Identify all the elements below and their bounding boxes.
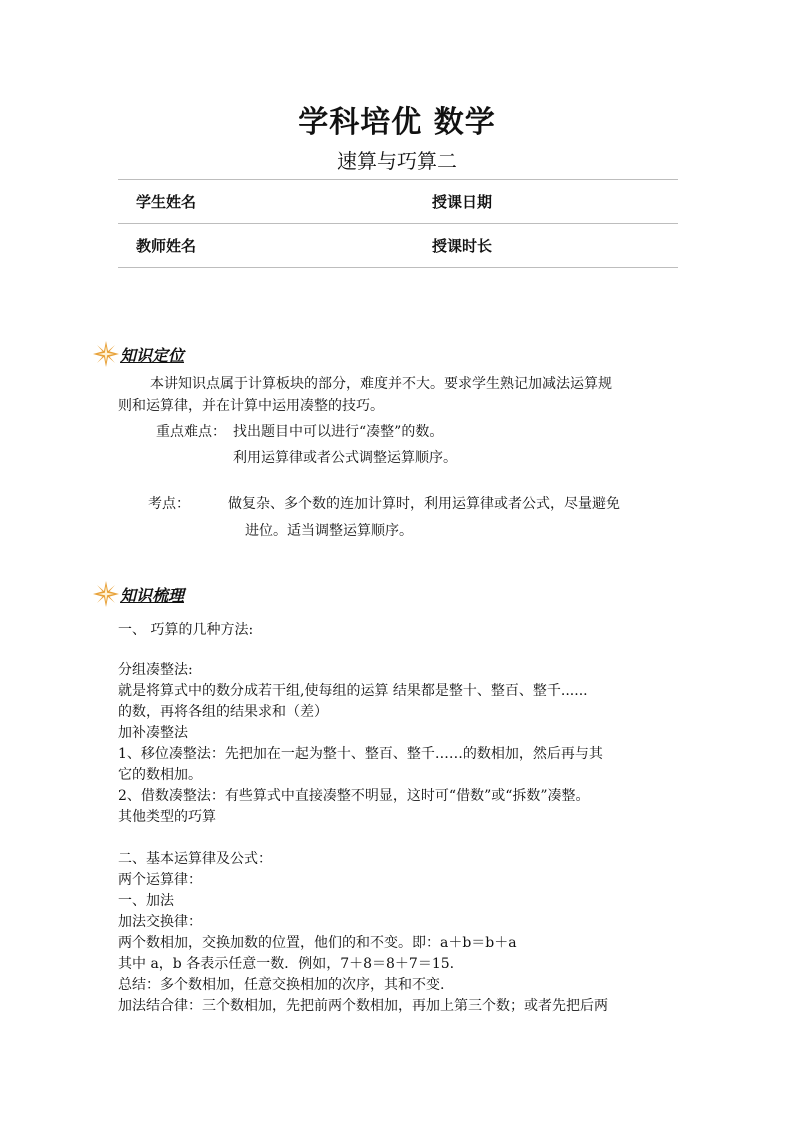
- body-line: 的数，再将各组的结果求和（差）: [118, 704, 328, 720]
- body-line: 就是将算式中的数分成若干组,使每组的运算 结果都是整十、整百、整千......: [118, 683, 588, 699]
- exam-points-label: 考点：: [148, 496, 190, 512]
- methods-heading: 一、 巧算的几种方法:: [118, 622, 254, 638]
- student-name-label: 学生姓名: [136, 193, 197, 211]
- body-line: 两个数相加，交换加数的位置，他们的和不变。即：a＋b＝b＋a: [118, 935, 517, 951]
- info-row-1: [118, 179, 678, 223]
- body-line: 总结：多个数相加，任意交换相加的次序，其和不变.: [118, 977, 445, 993]
- body-line: 加补凑整法: [118, 725, 188, 741]
- body-line: 其中 a，b 各表示任意一数．例如，7＋8＝8＋7＝15.: [118, 956, 455, 972]
- body-line: 一、加法: [118, 893, 174, 909]
- body-line: 两个运算律：: [118, 872, 202, 888]
- section-heading-label: 知识梳理: [120, 586, 185, 605]
- body-line: 加法结合律：三个数相加，先把前两个数相加，再加上第三个数；或者先把后两: [118, 998, 608, 1014]
- key-points-label: 重点难点：: [156, 424, 226, 440]
- sparkle-icon: [92, 580, 120, 608]
- sparkle-icon: [92, 340, 120, 368]
- key-points-text-2: 利用运算律或者公式调整运算顺序。: [233, 450, 457, 466]
- info-row-2: [118, 223, 678, 268]
- body-line: 它的数相加。: [118, 767, 202, 783]
- body-line: 2、借数凑整法：有些算式中直接凑整不明显，这时可“借数”或“拆数”凑整。: [118, 788, 590, 804]
- intro-line-2: 则和运算律，并在计算中运用凑整的技巧。: [118, 398, 384, 414]
- section-heading-label: 知识定位: [120, 346, 185, 365]
- body-line: 1、移位凑整法：先把加在一起为整十、整百、整千……的数相加，然后再与其: [118, 746, 603, 762]
- body-line: 其他类型的巧算: [118, 809, 216, 825]
- body-line: 加法交换律：: [118, 914, 202, 930]
- lesson-date-label: 授课日期: [432, 193, 493, 211]
- exam-points-text-1: 做复杂、多个数的连加计算时，利用运算律或者公式，尽量避免: [228, 496, 620, 512]
- body-line: 分组凑整法:: [118, 662, 193, 678]
- page-subtitle: 速算与巧算二: [337, 149, 457, 173]
- intro-line-1: 本讲知识点属于计算板块的部分，难度并不大。要求学生熟记加减法运算规: [150, 376, 612, 392]
- lesson-duration-label: 授课时长: [432, 237, 493, 255]
- teacher-name-label: 教师姓名: [136, 237, 197, 255]
- body-line: 二、基本运算律及公式：: [118, 851, 272, 867]
- exam-points-text-2: 进位。适当调整运算顺序。: [245, 523, 413, 539]
- page-title: 学科培优 数学: [298, 105, 496, 140]
- info-table: [118, 179, 678, 268]
- key-points-text-1: 找出题目中可以进行“凑整”的数。: [233, 424, 444, 440]
